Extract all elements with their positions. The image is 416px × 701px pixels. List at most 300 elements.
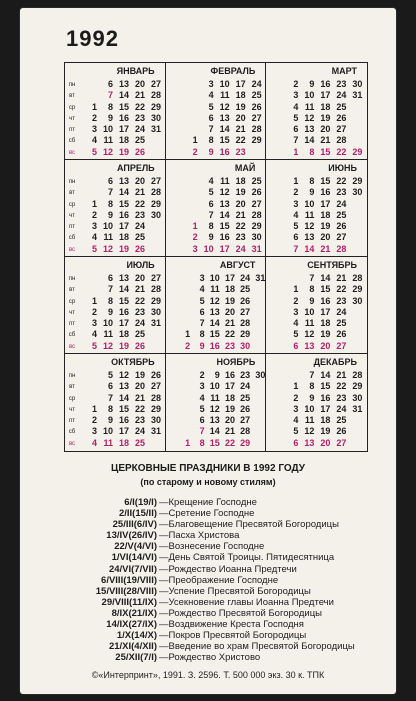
day-cell: 17: [118, 318, 129, 329]
day-cell: 16: [209, 340, 220, 351]
day-cell: [346, 135, 362, 146]
day-cell: 26: [336, 221, 347, 232]
day-cell: 20: [235, 198, 246, 209]
day-cell: 9: [309, 392, 315, 403]
holidays-title: ЦЕРКОВНЫЕ ПРАЗДНИКИ В 1992 ГОДУ: [111, 463, 305, 474]
day-cell: 15: [219, 135, 230, 146]
month-block: [166, 160, 267, 257]
day-cell: 17: [320, 198, 331, 209]
month-name: МАРТ: [331, 66, 357, 76]
day-cell: [145, 147, 161, 158]
day-cell: 1: [185, 329, 191, 340]
day-cell: 5: [293, 426, 299, 437]
day-cell: [81, 90, 97, 101]
day-cell: 28: [240, 426, 251, 437]
day-cell: 10: [203, 243, 214, 254]
month-name: АПРЕЛЬ: [117, 163, 155, 173]
weekday-labels: [65, 371, 79, 450]
day-cell: 30: [150, 209, 161, 220]
day-cell: 23: [336, 187, 347, 198]
holiday-row: [20, 552, 396, 563]
day-cell: 11: [220, 90, 230, 101]
day-cell: 17: [224, 381, 235, 392]
day-cell: [81, 284, 97, 295]
day-cell: 24: [336, 90, 347, 101]
day-cell: 4: [199, 284, 205, 295]
day-cell: 23: [224, 340, 235, 351]
day-cell: 19: [118, 243, 129, 254]
day-cell: 12: [102, 243, 113, 254]
day-cell: 23: [134, 209, 145, 220]
day-cell: 31: [255, 273, 266, 283]
day-cell: 16: [320, 187, 331, 198]
day-cell: 10: [304, 403, 315, 414]
holiday-date: 13/IV(26/IV): [106, 530, 157, 542]
day-cell: 27: [251, 198, 262, 209]
month-name: МАЙ: [234, 163, 256, 173]
day-cell: [182, 187, 198, 198]
day-cell: 9: [107, 209, 113, 220]
day-cell: 27: [150, 273, 161, 283]
day-cell: 21: [224, 318, 235, 329]
day-cell: 20: [320, 232, 331, 243]
day-cell: [81, 273, 97, 284]
day-cell: 12: [209, 403, 220, 414]
holiday-name: —Рождество Христово: [159, 652, 261, 664]
day-cell: 3: [91, 318, 97, 329]
holiday-date: 25/XII(7/I): [115, 652, 157, 664]
day-cell: 17: [320, 403, 331, 414]
day-cell: 10: [219, 79, 230, 89]
holiday-date: 29/VIII(11/IX): [101, 596, 157, 608]
day-cell: 1: [293, 146, 299, 157]
day-cell: 25: [336, 318, 347, 329]
day-cell: 1: [91, 403, 97, 414]
day-cell: 17: [320, 306, 331, 317]
day-cell: 21: [224, 426, 235, 437]
day-cell: 29: [251, 135, 262, 146]
day-cell: 16: [118, 112, 129, 123]
day-cell: [346, 318, 362, 329]
day-cell: 5: [91, 243, 97, 254]
day-cell: 16: [320, 295, 331, 306]
holiday-name: —День Святой Троицы. Пятидесятница: [159, 552, 335, 564]
weekday-label: сб: [68, 332, 76, 339]
day-cell: 15: [320, 284, 331, 295]
day-cell: 21: [320, 135, 331, 146]
day-cell: 6: [107, 176, 113, 186]
month-name: ФЕВРАЛЬ: [210, 66, 256, 76]
day-cell: [182, 90, 198, 101]
day-cell: 21: [336, 273, 347, 283]
day-cell: 3: [192, 243, 198, 254]
day-cell: 6: [107, 273, 113, 283]
day-cell: [250, 415, 265, 426]
day-cell: 19: [224, 295, 235, 306]
day-cell: 14: [118, 284, 129, 295]
day-cell: [250, 307, 265, 318]
day-cell: 22: [336, 176, 347, 186]
month-name: ИЮНЬ: [328, 163, 357, 173]
month-days-table: [282, 176, 362, 255]
day-cell: 12: [304, 112, 315, 123]
day-cell: 21: [235, 124, 246, 135]
day-cell: 27: [336, 340, 347, 351]
holiday-name: —Рождество Иоанна Предтечи: [159, 563, 297, 575]
month-days-table: [81, 273, 161, 352]
day-cell: [282, 370, 298, 381]
day-cell: 1: [192, 135, 198, 146]
day-cell: 19: [320, 221, 331, 232]
day-cell: 15: [320, 146, 331, 157]
day-cell: 26: [150, 370, 161, 380]
day-cell: 10: [304, 198, 315, 209]
holiday-row: [20, 541, 396, 552]
day-cell: [81, 187, 97, 198]
day-cell: 4: [293, 318, 299, 329]
day-cell: 5: [199, 403, 205, 414]
day-cell: [246, 147, 262, 158]
day-cell: 10: [102, 221, 113, 232]
day-cell: 21: [320, 243, 331, 254]
day-cell: 25: [240, 284, 251, 295]
day-cell: 1: [91, 295, 97, 306]
day-cell: 4: [293, 101, 299, 112]
day-cell: 1: [293, 381, 299, 392]
holiday-name: —Усекновение главы Иоанна Предтечи: [159, 596, 334, 608]
weekday-labels: [65, 274, 79, 353]
holiday-date: 6/VIII(19/VIII): [101, 574, 157, 586]
day-cell: 8: [107, 101, 113, 112]
day-cell: 9: [214, 370, 220, 380]
day-cell: 27: [240, 415, 251, 426]
day-cell: 4: [293, 415, 299, 426]
weekday-label: пн: [68, 373, 76, 379]
holiday-date: 25/III(6/IV): [112, 519, 157, 531]
month-days-table: [81, 79, 161, 158]
day-cell: 7: [208, 124, 214, 135]
day-cell: [176, 370, 190, 381]
day-cell: 15: [209, 437, 220, 448]
month-block: [65, 63, 166, 160]
day-cell: 20: [134, 176, 145, 186]
holiday-date: 6/I(19/I): [124, 497, 157, 508]
day-cell: 17: [118, 124, 129, 135]
day-cell: 10: [209, 273, 220, 283]
day-cell: 25: [336, 415, 347, 426]
day-cell: 16: [320, 79, 331, 89]
day-cell: 3: [293, 90, 299, 101]
day-cell: 11: [103, 135, 113, 146]
day-cell: 14: [304, 135, 315, 146]
day-cell: 26: [336, 112, 347, 123]
day-cell: 20: [134, 381, 145, 392]
day-cell: 21: [134, 392, 145, 403]
day-cell: 19: [134, 370, 145, 380]
month-name: СЕНТЯБРЬ: [307, 260, 357, 270]
day-cell: 12: [219, 187, 230, 198]
day-cell: [346, 102, 362, 113]
day-cell: 13: [209, 415, 220, 426]
day-cell: 8: [309, 176, 315, 186]
day-cell: 10: [304, 90, 315, 101]
day-cell: 28: [352, 273, 363, 283]
day-cell: 18: [224, 392, 235, 403]
day-cell: 12: [209, 295, 220, 306]
day-cell: 19: [118, 340, 129, 351]
weekday-label: вс: [68, 246, 76, 253]
day-cell: 6: [199, 415, 205, 426]
day-cell: 6: [208, 198, 214, 209]
day-cell: [176, 426, 190, 437]
day-cell: 29: [251, 221, 262, 232]
day-cell: 20: [134, 79, 145, 89]
day-cell: 21: [336, 370, 347, 380]
day-cell: 10: [102, 318, 113, 329]
day-cell: 28: [251, 124, 262, 135]
month-block: [65, 160, 166, 257]
holiday-date: 21/XI(4/XII): [108, 641, 157, 653]
day-cell: [145, 221, 161, 232]
day-cell: 28: [150, 284, 161, 295]
day-cell: 13: [118, 381, 129, 392]
day-cell: 6: [293, 124, 299, 135]
day-cell: 8: [208, 221, 214, 232]
weekday-label: ср: [68, 201, 76, 208]
day-cell: [176, 307, 190, 318]
holidays-list: [20, 497, 396, 663]
weekday-label: пт: [69, 418, 75, 425]
day-cell: 3: [293, 306, 299, 317]
month-block: [65, 257, 166, 354]
day-cell: 1: [293, 176, 299, 186]
day-cell: 3: [293, 403, 299, 414]
day-cell: 17: [118, 426, 129, 437]
day-cell: [346, 329, 362, 340]
day-cell: 25: [336, 209, 347, 220]
day-cell: 1: [91, 198, 97, 209]
weekday-label: вт: [69, 190, 75, 197]
holiday-date: 1/VI(14/VI): [111, 552, 157, 564]
day-cell: 29: [352, 284, 363, 295]
day-cell: 3: [293, 198, 299, 209]
day-cell: 14: [219, 209, 230, 220]
day-cell: 8: [199, 437, 205, 448]
day-cell: 17: [219, 243, 230, 254]
day-cell: [346, 415, 362, 426]
day-cell: 9: [309, 187, 315, 198]
day-cell: 12: [102, 146, 113, 157]
day-cell: 25: [134, 135, 145, 146]
day-cell: 9: [107, 112, 113, 123]
day-cell: [81, 370, 97, 381]
day-cell: 16: [118, 209, 129, 220]
day-cell: 8: [309, 284, 315, 295]
day-cell: 9: [199, 340, 205, 351]
day-cell: 6: [107, 381, 113, 392]
day-cell: 24: [240, 273, 251, 283]
day-cell: 27: [251, 112, 262, 123]
day-cell: 31: [251, 243, 262, 254]
day-cell: 4: [199, 392, 205, 403]
holiday-row: [20, 652, 396, 663]
month-block: [166, 257, 267, 354]
weekday-label: вс: [68, 343, 76, 350]
day-cell: 18: [320, 415, 331, 426]
day-cell: 15: [118, 198, 129, 209]
day-cell: 12: [219, 101, 230, 112]
weekday-labels: [65, 177, 79, 256]
day-cell: [250, 341, 265, 352]
weekday-label: пн: [68, 82, 76, 88]
month-days-table: [176, 370, 266, 449]
day-cell: 4: [91, 135, 97, 146]
day-cell: 2: [192, 232, 198, 243]
weekday-label: чт: [69, 115, 75, 122]
day-cell: 23: [134, 112, 145, 123]
day-cell: [145, 232, 161, 243]
weekday-label: вс: [68, 440, 76, 447]
day-cell: 23: [235, 232, 246, 243]
day-cell: 22: [224, 329, 235, 340]
day-cell: 11: [304, 209, 315, 220]
month-name: ОКТЯБРЬ: [111, 357, 155, 367]
day-cell: 7: [107, 392, 113, 403]
month-days-table: [81, 370, 161, 449]
day-cell: 9: [107, 415, 113, 426]
day-cell: [145, 438, 161, 449]
weekday-label: вт: [69, 93, 75, 100]
day-cell: 25: [251, 90, 262, 101]
day-cell: 5: [107, 370, 113, 380]
day-cell: 2: [91, 415, 97, 426]
day-cell: 13: [219, 198, 230, 209]
day-cell: 16: [219, 232, 230, 243]
day-cell: 17: [118, 221, 129, 232]
weekday-label: чт: [69, 212, 75, 219]
day-cell: 4: [208, 176, 214, 186]
day-cell: [176, 318, 190, 329]
day-cell: [81, 381, 97, 392]
day-cell: 22: [134, 101, 145, 112]
holiday-name: —Преображение Господне: [159, 574, 279, 586]
day-cell: 8: [107, 295, 113, 306]
day-cell: 11: [210, 392, 220, 403]
day-cell: [145, 135, 161, 146]
day-cell: [145, 244, 161, 255]
day-cell: 5: [199, 295, 205, 306]
weekday-label: ср: [68, 395, 76, 402]
day-cell: 2: [91, 112, 97, 123]
day-cell: 2: [293, 392, 299, 403]
day-cell: 30: [240, 340, 251, 351]
holiday-row: [20, 630, 396, 641]
day-cell: 5: [293, 329, 299, 340]
day-cell: 9: [309, 295, 315, 306]
day-cell: 2: [293, 295, 299, 306]
day-cell: 14: [304, 243, 315, 254]
day-cell: 25: [134, 437, 145, 448]
holiday-name: —Благовещение Пресвятой Богородицы: [159, 519, 339, 531]
day-cell: 1: [293, 284, 299, 295]
day-cell: 14: [209, 318, 220, 329]
day-cell: 11: [210, 284, 220, 295]
holiday-name: —Сретение Господне: [159, 508, 255, 520]
weekday-label: пн: [68, 179, 76, 185]
day-cell: 12: [304, 221, 315, 232]
day-cell: 26: [251, 187, 262, 198]
day-cell: 18: [118, 135, 129, 146]
day-cell: [176, 273, 190, 284]
day-cell: 20: [134, 273, 145, 283]
day-cell: 18: [118, 437, 129, 448]
day-cell: 25: [134, 329, 145, 340]
day-cell: 15: [118, 403, 129, 414]
calendar-year: 1992: [66, 26, 119, 51]
day-cell: 27: [150, 79, 161, 89]
day-cell: 13: [304, 232, 315, 243]
day-cell: 4: [293, 209, 299, 220]
day-cell: 28: [251, 209, 262, 220]
day-cell: [346, 341, 362, 352]
holiday-row: [20, 586, 396, 597]
month-block: [166, 63, 267, 160]
day-cell: 23: [134, 415, 145, 426]
weekday-label: чт: [69, 406, 75, 413]
day-cell: 24: [251, 79, 262, 89]
day-cell: [282, 273, 298, 284]
month-days-table: [282, 370, 362, 449]
day-cell: 27: [150, 176, 161, 186]
day-cell: 19: [118, 146, 129, 157]
day-cell: [250, 296, 265, 307]
day-cell: 26: [134, 243, 145, 254]
day-cell: 28: [150, 187, 161, 198]
publisher-footer: ©«Интерпринт», 1991. З. 2596. Т. 500 000 экз. 30 к. ТПК: [91, 670, 325, 680]
day-cell: 1: [185, 437, 191, 448]
day-cell: 30: [251, 232, 262, 243]
month-block: [266, 63, 367, 160]
holiday-name: —Покров Пресвятой Богородицы: [159, 630, 307, 642]
day-cell: 26: [240, 295, 251, 306]
month-block: [166, 354, 267, 451]
day-cell: 21: [134, 284, 145, 295]
weekday-label: сб: [68, 429, 76, 436]
day-cell: 30: [352, 187, 363, 198]
day-cell: [346, 244, 362, 255]
day-cell: 28: [240, 318, 251, 329]
day-cell: 15: [118, 295, 129, 306]
day-cell: 24: [134, 221, 145, 232]
day-cell: 22: [235, 135, 246, 146]
day-cell: [346, 232, 362, 243]
day-cell: 30: [352, 392, 363, 403]
holiday-row: [20, 608, 396, 619]
month-days-table: [182, 79, 262, 158]
day-cell: 3: [91, 426, 97, 437]
day-cell: 14: [118, 187, 129, 198]
month-block: [65, 354, 166, 451]
day-cell: 27: [150, 381, 161, 392]
day-cell: 8: [309, 146, 315, 157]
day-cell: 18: [118, 329, 129, 340]
day-cell: [182, 102, 198, 113]
day-cell: 10: [102, 124, 113, 135]
day-cell: [250, 438, 265, 449]
month-name: ДЕКАБРЬ: [313, 357, 357, 367]
day-cell: 20: [320, 124, 331, 135]
holiday-row: [20, 575, 396, 586]
